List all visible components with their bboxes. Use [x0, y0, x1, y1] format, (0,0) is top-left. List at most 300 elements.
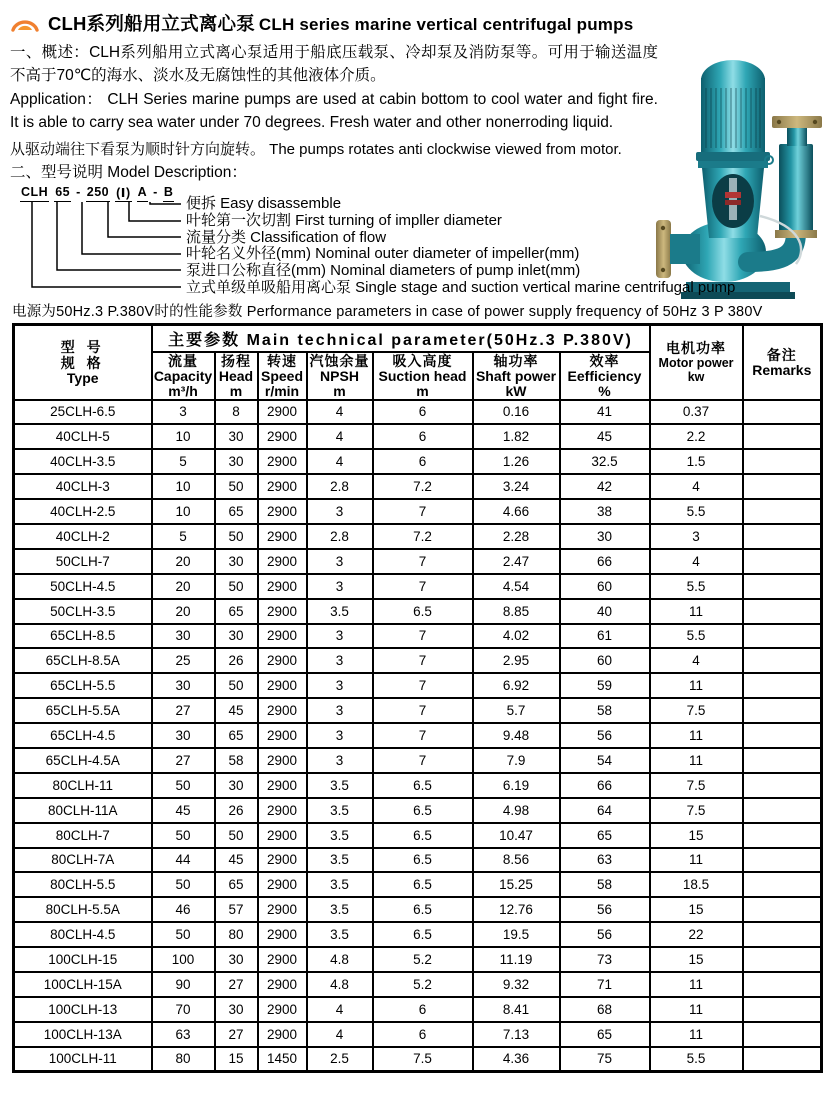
col-type-line-en: Type — [66, 369, 99, 386]
pump-model-cell: 25CLH-6.5 — [14, 400, 152, 425]
col-header-type — [14, 325, 152, 400]
pump-model-cell: 80CLH-11A — [14, 798, 152, 823]
value-cell: 7.5 — [650, 773, 743, 798]
value-cell: 6.5 — [373, 599, 473, 624]
value-cell: 8.41 — [473, 997, 560, 1022]
col-motor-line-cn: 电机功率 — [666, 340, 727, 357]
value-cell: 2900 — [258, 549, 307, 574]
value-cell: 3 — [307, 673, 373, 698]
value-cell — [743, 748, 822, 773]
col-motor-line-en: Motor power — [658, 356, 734, 371]
value-cell: 15 — [215, 1047, 258, 1072]
col-header-head: 扬程 Head m — [215, 352, 258, 400]
value-cell: 42 — [560, 474, 650, 499]
value-cell: 20 — [152, 599, 215, 624]
value-cell: 66 — [560, 773, 650, 798]
value-cell — [743, 972, 822, 997]
performance-table-body — [14, 400, 822, 1072]
value-cell: 80 — [215, 922, 258, 947]
table-row — [14, 972, 822, 997]
value-cell: 30 — [215, 773, 258, 798]
value-cell: 2900 — [258, 524, 307, 549]
col-type-line-cn2: 规 格 — [60, 354, 105, 371]
value-cell: 3.5 — [307, 798, 373, 823]
value-cell: 3 — [307, 499, 373, 524]
table-row — [14, 673, 822, 698]
value-cell: 10 — [152, 499, 215, 524]
pump-model-cell: 65CLH-5.5A — [14, 698, 152, 723]
performance-note: 电源为50Hz.3 P.380V时的性能参数 Performance parameters in case of power supply frequency of 50Hz 3 P 380V — [12, 304, 763, 320]
value-cell: 30 — [215, 997, 258, 1022]
value-cell: 4 — [307, 997, 373, 1022]
value-cell: 2900 — [258, 872, 307, 897]
value-cell: 2900 — [258, 748, 307, 773]
value-cell: 50 — [215, 524, 258, 549]
value-cell: 8 — [215, 400, 258, 425]
value-cell: 50 — [152, 773, 215, 798]
model-item-first-turning: 叶轮第一次切割 First turning of impller diameter — [186, 212, 502, 229]
value-cell — [743, 499, 822, 524]
value-cell — [743, 474, 822, 499]
value-cell: 2900 — [258, 574, 307, 599]
value-cell: 70 — [152, 997, 215, 1022]
value-cell: 3.5 — [307, 848, 373, 873]
col-motor-line-unit: kw — [687, 370, 705, 385]
value-cell: 11.19 — [473, 947, 560, 972]
value-cell: 3 — [307, 624, 373, 649]
value-cell: 0.16 — [473, 400, 560, 425]
value-cell — [743, 997, 822, 1022]
pump-model-cell: 40CLH-2.5 — [14, 499, 152, 524]
code-cut: A — [137, 185, 149, 202]
pump-model-cell: 100CLH-13 — [14, 997, 152, 1022]
value-cell: 3 — [650, 524, 743, 549]
value-cell: 4.66 — [473, 499, 560, 524]
value-cell: 2900 — [258, 499, 307, 524]
value-cell: 3 — [307, 748, 373, 773]
value-cell: 7 — [373, 624, 473, 649]
value-cell: 15 — [650, 947, 743, 972]
value-cell: 9.48 — [473, 723, 560, 748]
value-cell: 1450 — [258, 1047, 307, 1072]
col-header-speed: 转速 Speed r/min — [258, 352, 307, 400]
pump-model-cell: 40CLH-2 — [14, 524, 152, 549]
overview-paragraph-en: Application： CLH Series marine pumps are used at cabin bottom to cool water and fight fire. It is able to carry sea water under 70 degrees. Fresh water and other nonerroding liquid. — [10, 91, 658, 131]
pump-model-cell: 50CLH-4.5 — [14, 574, 152, 599]
col-remarks-line-en: Remarks — [752, 361, 812, 378]
value-cell: 7 — [373, 549, 473, 574]
col-header-capacity: 流量 Capacity m³/h — [152, 352, 215, 400]
value-cell — [743, 723, 822, 748]
value-cell — [743, 624, 822, 649]
table-row — [14, 648, 822, 673]
overview-section — [10, 42, 658, 134]
value-cell: 50 — [215, 474, 258, 499]
value-cell: 75 — [560, 1047, 650, 1072]
value-cell: 22 — [650, 922, 743, 947]
value-cell: 2900 — [258, 624, 307, 649]
value-cell: 2900 — [258, 648, 307, 673]
value-cell: 2.28 — [473, 524, 560, 549]
model-item-pump-type: 立式单级单吸船用离心泵 Single stage and suction vertical marine centrifugal pump — [186, 279, 736, 296]
value-cell: 3 — [307, 549, 373, 574]
table-row — [14, 773, 822, 798]
main-parameter-header: 主要参数 Main technical parameter(50Hz.3 P.380V) — [152, 325, 650, 352]
code-dash-1: - — [76, 185, 81, 199]
value-cell: 4.8 — [307, 947, 373, 972]
value-cell: 2900 — [258, 599, 307, 624]
value-cell: 6.5 — [373, 922, 473, 947]
value-cell: 30 — [152, 673, 215, 698]
table-row — [14, 524, 822, 549]
value-cell: 6.5 — [373, 848, 473, 873]
value-cell — [743, 798, 822, 823]
value-cell: 3 — [307, 574, 373, 599]
value-cell: 45 — [560, 424, 650, 449]
value-cell: 4.02 — [473, 624, 560, 649]
table-row — [14, 474, 822, 499]
table-row — [14, 997, 822, 1022]
value-cell: 63 — [560, 848, 650, 873]
value-cell: 30 — [215, 947, 258, 972]
value-cell: 5.2 — [373, 972, 473, 997]
pump-model-cell: 100CLH-15 — [14, 947, 152, 972]
value-cell: 7 — [373, 499, 473, 524]
value-cell — [743, 922, 822, 947]
value-cell: 4 — [307, 400, 373, 425]
value-cell: 10.47 — [473, 823, 560, 848]
value-cell: 65 — [560, 1022, 650, 1047]
col-header-npsh: 汽蚀余量 NPSH m — [307, 352, 373, 400]
value-cell: 1.82 — [473, 424, 560, 449]
value-cell: 5.2 — [373, 947, 473, 972]
value-cell: 2.2 — [650, 424, 743, 449]
value-cell: 5.5 — [650, 624, 743, 649]
value-cell: 2.95 — [473, 648, 560, 673]
pump-model-cell: 65CLH-8.5A — [14, 648, 152, 673]
value-cell: 7.13 — [473, 1022, 560, 1047]
value-cell: 25 — [152, 648, 215, 673]
table-row — [14, 499, 822, 524]
value-cell: 3 — [307, 698, 373, 723]
model-item-flow-class: 流量分类 Classification of flow — [186, 229, 387, 246]
value-cell: 58 — [560, 698, 650, 723]
page-title-cn: CLH系列船用立式离心泵 — [48, 13, 255, 34]
value-cell: 4 — [650, 474, 743, 499]
value-cell: 2.8 — [307, 474, 373, 499]
value-cell: 30 — [560, 524, 650, 549]
value-cell: 4 — [307, 449, 373, 474]
value-cell: 15 — [650, 823, 743, 848]
model-code-diagram — [10, 185, 822, 297]
value-cell — [743, 599, 822, 624]
value-cell: 68 — [560, 997, 650, 1022]
table-row — [14, 1022, 822, 1047]
value-cell: 7 — [373, 673, 473, 698]
value-cell: 6.5 — [373, 897, 473, 922]
value-cell: 6.5 — [373, 823, 473, 848]
value-cell: 4 — [650, 549, 743, 574]
value-cell: 7.5 — [650, 798, 743, 823]
value-cell: 3 — [307, 648, 373, 673]
value-cell: 2900 — [258, 897, 307, 922]
value-cell: 56 — [560, 897, 650, 922]
value-cell: 2900 — [258, 424, 307, 449]
table-row — [14, 599, 822, 624]
value-cell — [743, 449, 822, 474]
value-cell: 27 — [215, 1022, 258, 1047]
value-cell: 2.5 — [307, 1047, 373, 1072]
value-cell: 2900 — [258, 947, 307, 972]
page-header — [10, 10, 822, 36]
value-cell — [743, 424, 822, 449]
value-cell: 11 — [650, 723, 743, 748]
value-cell: 7.2 — [373, 474, 473, 499]
col-remarks-line-cn: 备注 — [766, 346, 797, 363]
value-cell: 65 — [215, 872, 258, 897]
value-cell: 4 — [307, 424, 373, 449]
table-row — [14, 698, 822, 723]
pump-model-cell: 40CLH-5 — [14, 424, 152, 449]
value-cell: 6 — [373, 449, 473, 474]
value-cell — [743, 648, 822, 673]
value-cell: 27 — [152, 748, 215, 773]
value-cell: 2900 — [258, 723, 307, 748]
table-row — [14, 549, 822, 574]
value-cell: 38 — [560, 499, 650, 524]
value-cell: 60 — [560, 648, 650, 673]
table-row — [14, 872, 822, 897]
overview-paragraph-cn: 一、概述：CLH系列船用立式离心泵适用于船底压载泵、冷却泵及消防泵等。可用于输送温度不高于70℃的海水、淡水及无腐蚀性的其他液体介质。 — [10, 44, 658, 84]
value-cell: 65 — [560, 823, 650, 848]
value-cell: 7 — [373, 698, 473, 723]
value-cell: 2900 — [258, 673, 307, 698]
page-title-en: CLH series marine vertical centrifugal pumps — [258, 15, 634, 34]
value-cell: 56 — [560, 723, 650, 748]
value-cell: 40 — [560, 599, 650, 624]
table-row — [14, 1047, 822, 1072]
table-row — [14, 823, 822, 848]
value-cell: 3.5 — [307, 922, 373, 947]
value-cell: 50 — [152, 872, 215, 897]
value-cell: 4.36 — [473, 1047, 560, 1072]
value-cell: 6 — [373, 997, 473, 1022]
value-cell: 7 — [373, 723, 473, 748]
value-cell: 12.76 — [473, 897, 560, 922]
value-cell: 58 — [560, 872, 650, 897]
value-cell: 2900 — [258, 474, 307, 499]
brand-arc-icon — [10, 13, 40, 34]
value-cell: 44 — [152, 848, 215, 873]
table-row — [14, 723, 822, 748]
value-cell: 4.8 — [307, 972, 373, 997]
page-title — [48, 10, 633, 36]
value-cell — [743, 574, 822, 599]
model-item-impeller-diameter: 叶轮名义外径(mm) Nominal outer diameter of impeller(mm) — [186, 245, 580, 262]
value-cell: 1.26 — [473, 449, 560, 474]
value-cell: 6.92 — [473, 673, 560, 698]
value-cell: 11 — [650, 848, 743, 873]
value-cell: 71 — [560, 972, 650, 997]
value-cell: 5.5 — [650, 1047, 743, 1072]
value-cell: 54 — [560, 748, 650, 773]
pump-model-cell: 80CLH-7A — [14, 848, 152, 873]
value-cell: 2900 — [258, 1022, 307, 1047]
value-cell — [743, 400, 822, 425]
pump-model-cell: 65CLH-8.5 — [14, 624, 152, 649]
code-flow-class: (Ⅰ) — [116, 186, 131, 200]
value-cell: 6 — [373, 400, 473, 425]
value-cell: 2900 — [258, 848, 307, 873]
value-cell: 3.5 — [307, 773, 373, 798]
value-cell: 2900 — [258, 773, 307, 798]
value-cell: 58 — [215, 748, 258, 773]
value-cell — [743, 773, 822, 798]
value-cell: 65 — [215, 499, 258, 524]
value-cell: 11 — [650, 997, 743, 1022]
value-cell: 100 — [152, 947, 215, 972]
value-cell: 4 — [307, 1022, 373, 1047]
value-cell — [743, 524, 822, 549]
value-cell: 7.5 — [373, 1047, 473, 1072]
value-cell — [743, 673, 822, 698]
table-row — [14, 748, 822, 773]
value-cell: 56 — [560, 922, 650, 947]
table-row — [14, 574, 822, 599]
table-row — [14, 400, 822, 425]
value-cell: 11 — [650, 972, 743, 997]
value-cell: 50 — [215, 823, 258, 848]
value-cell: 5 — [152, 449, 215, 474]
table-row — [14, 624, 822, 649]
value-cell: 45 — [152, 798, 215, 823]
value-cell: 5.5 — [650, 574, 743, 599]
performance-table — [12, 323, 823, 1073]
value-cell: 10 — [152, 424, 215, 449]
value-cell: 7.5 — [650, 698, 743, 723]
value-cell: 50 — [152, 823, 215, 848]
value-cell: 30 — [215, 424, 258, 449]
table-row — [14, 922, 822, 947]
model-description-heading: 二、型号说明 Model Description： — [10, 164, 247, 181]
value-cell: 6.19 — [473, 773, 560, 798]
value-cell: 11 — [650, 1022, 743, 1047]
pump-model-cell: 65CLH-4.5 — [14, 723, 152, 748]
value-cell: 3.5 — [307, 872, 373, 897]
pump-model-cell: 100CLH-13A — [14, 1022, 152, 1047]
value-cell: 20 — [152, 549, 215, 574]
value-cell: 4.54 — [473, 574, 560, 599]
col-header-motor-power — [650, 325, 743, 400]
value-cell: 2900 — [258, 449, 307, 474]
value-cell: 50 — [215, 673, 258, 698]
value-cell: 8.56 — [473, 848, 560, 873]
pump-model-cell: 40CLH-3.5 — [14, 449, 152, 474]
value-cell: 18.5 — [650, 872, 743, 897]
value-cell: 19.5 — [473, 922, 560, 947]
value-cell: 30 — [152, 723, 215, 748]
model-item-pump-inlet: 泵进口公称直径(mm) Nominal diameters of pump inlet(mm) — [186, 262, 581, 279]
value-cell — [743, 549, 822, 574]
col-type-line-cn1: 型 号 — [60, 338, 105, 355]
table-row — [14, 897, 822, 922]
value-cell — [743, 823, 822, 848]
value-cell: 7.2 — [373, 524, 473, 549]
value-cell: 50 — [215, 574, 258, 599]
value-cell: 6 — [373, 1022, 473, 1047]
value-cell: 60 — [560, 574, 650, 599]
value-cell: 2900 — [258, 997, 307, 1022]
pump-model-cell: 65CLH-5.5 — [14, 673, 152, 698]
pump-model-cell: 50CLH-3.5 — [14, 599, 152, 624]
value-cell: 11 — [650, 748, 743, 773]
value-cell — [743, 698, 822, 723]
value-cell: 27 — [152, 698, 215, 723]
value-cell: 2900 — [258, 400, 307, 425]
value-cell: 6.5 — [373, 773, 473, 798]
value-cell: 2900 — [258, 922, 307, 947]
value-cell: 3.5 — [307, 897, 373, 922]
value-cell: 2.8 — [307, 524, 373, 549]
value-cell: 80 — [152, 1047, 215, 1072]
code-dash-2: - — [153, 185, 158, 199]
value-cell: 59 — [560, 673, 650, 698]
value-cell: 3.5 — [307, 823, 373, 848]
value-cell: 20 — [152, 574, 215, 599]
code-easy: B — [163, 185, 175, 202]
value-cell: 50 — [152, 922, 215, 947]
value-cell: 6 — [373, 424, 473, 449]
value-cell: 32.5 — [560, 449, 650, 474]
value-cell: 26 — [215, 648, 258, 673]
value-cell: 2.47 — [473, 549, 560, 574]
value-cell: 5 — [152, 524, 215, 549]
value-cell: 45 — [215, 848, 258, 873]
value-cell — [743, 1022, 822, 1047]
value-cell: 0.37 — [650, 400, 743, 425]
col-header-efficiency: 效率 Eefficiency % — [560, 352, 650, 400]
value-cell: 11 — [650, 673, 743, 698]
value-cell: 2900 — [258, 798, 307, 823]
value-cell: 27 — [215, 972, 258, 997]
value-cell: 61 — [560, 624, 650, 649]
value-cell: 7.9 — [473, 748, 560, 773]
code-impeller: 250 — [86, 185, 110, 202]
pump-model-cell: 80CLH-5.5 — [14, 872, 152, 897]
value-cell: 26 — [215, 798, 258, 823]
pump-model-cell: 100CLH-15A — [14, 972, 152, 997]
value-cell: 64 — [560, 798, 650, 823]
value-cell — [743, 848, 822, 873]
model-item-easy-disassemble: 便拆 Easy disassemble — [186, 195, 342, 212]
pump-model-cell: 80CLH-4.5 — [14, 922, 152, 947]
value-cell: 6.5 — [373, 872, 473, 897]
pump-model-cell: 100CLH-11 — [14, 1047, 152, 1072]
value-cell — [743, 872, 822, 897]
table-row — [14, 798, 822, 823]
value-cell: 15 — [650, 897, 743, 922]
table-row — [14, 848, 822, 873]
pump-model-cell: 80CLH-5.5A — [14, 897, 152, 922]
value-cell: 57 — [215, 897, 258, 922]
value-cell: 90 — [152, 972, 215, 997]
value-cell: 1.5 — [650, 449, 743, 474]
value-cell: 7 — [373, 648, 473, 673]
value-cell: 46 — [152, 897, 215, 922]
value-cell: 66 — [560, 549, 650, 574]
value-cell: 65 — [215, 723, 258, 748]
value-cell: 3 — [307, 723, 373, 748]
